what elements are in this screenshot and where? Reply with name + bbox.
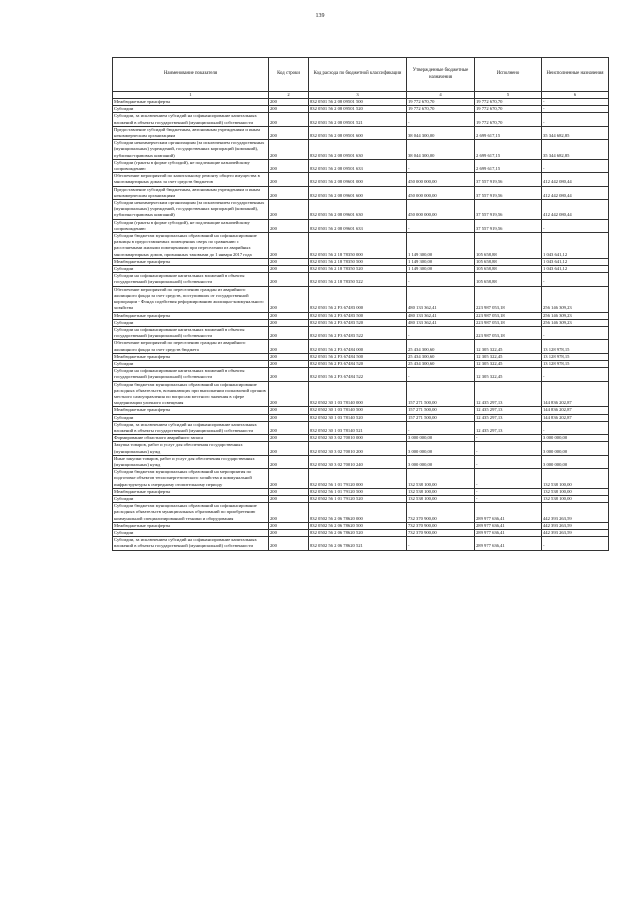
row-code: 200 xyxy=(269,159,309,172)
table-row xyxy=(113,266,609,273)
table-row xyxy=(113,219,609,232)
row-remaining: 13 128 978,15 xyxy=(542,340,609,353)
column-number: 5 xyxy=(475,92,542,99)
row-executed: 223 987 053,18 xyxy=(475,286,542,312)
row-name: Субсидии бюджетам муниципальных образований на мероприятия по подготовке объектов теплоэнергетического хозяйства и коммунальной инфраструктуры к очередному отопительному периоду xyxy=(113,469,269,489)
row-approved: - xyxy=(407,273,475,286)
row-code: 200 xyxy=(269,421,309,434)
row-code: 200 xyxy=(269,340,309,353)
column-number: 6 xyxy=(542,92,609,99)
row-approved: - xyxy=(407,326,475,339)
row-remaining: 1 043 641,12 xyxy=(542,258,609,265)
row-kbk: 832 0502 56 2 06 78620 500 xyxy=(309,522,407,529)
table-row xyxy=(113,368,609,381)
row-approved: 3 000 000,00 xyxy=(407,442,475,455)
table-row xyxy=(113,273,609,286)
row-name: Субсидии xyxy=(113,495,269,502)
row-kbk: 832 0501 56 2 08 09501 521 xyxy=(309,113,407,126)
row-executed: 12 435 297,13 xyxy=(475,414,542,421)
row-executed: 289 977 636,41 xyxy=(475,530,542,537)
row-code: 200 xyxy=(269,407,309,414)
row-approved: 450 000 000,00 xyxy=(407,173,475,186)
row-kbk: 832 0501 56 2 F3 67483 500 xyxy=(309,312,407,319)
row-kbk: 832 0502 56 2 06 78620 520 xyxy=(309,530,407,537)
row-code: 200 xyxy=(269,469,309,489)
row-kbk: 832 0501 56 2 08 09501 633 xyxy=(309,159,407,172)
row-name: Субсидии (гранты в форме субсидий), не подлежащие казначейскому сопровождению xyxy=(113,159,269,172)
row-code: 200 xyxy=(269,273,309,286)
table-row xyxy=(113,99,609,106)
row-approved: 157 271 500,00 xyxy=(407,407,475,414)
row-name: Субсидии бюджетам муниципальных образований на софинансирование расходных обязательств муниципальных образований по приобретению коммунальной специализированной техники и оборудования xyxy=(113,503,269,523)
row-name: Субсидии xyxy=(113,106,269,113)
column-header-name: Наименование показателя xyxy=(113,58,269,92)
row-remaining: 13 128 978,15 xyxy=(542,353,609,360)
row-remaining: 256 146 309,23 xyxy=(542,319,609,326)
row-remaining: 132 538 100,00 xyxy=(542,469,609,489)
column-number-row xyxy=(113,92,609,99)
row-executed: - xyxy=(475,455,542,468)
table-row xyxy=(113,340,609,353)
row-kbk: 832 0501 56 2 F3 67484 520 xyxy=(309,360,407,367)
column-header-code: Код строки xyxy=(269,58,309,92)
table-row xyxy=(113,319,609,326)
row-code: 200 xyxy=(269,522,309,529)
row-approved: - xyxy=(407,537,475,550)
row-code: 200 xyxy=(269,368,309,381)
row-code: 200 xyxy=(269,186,309,199)
row-kbk: 832 0501 56 2 08 09601 000 xyxy=(309,173,407,186)
table-row xyxy=(113,233,609,259)
row-code: 200 xyxy=(269,319,309,326)
row-name: Межбюджетные трансферты xyxy=(113,258,269,265)
row-code: 200 xyxy=(269,173,309,186)
row-kbk: 832 0502 30 1 03 78140 500 xyxy=(309,407,407,414)
row-approved: 132 538 100,00 xyxy=(407,495,475,502)
row-executed: - xyxy=(475,469,542,489)
table-row xyxy=(113,113,609,126)
row-kbk: 832 0501 56 2 08 09501 630 xyxy=(309,140,407,160)
row-executed: 289 977 636,41 xyxy=(475,522,542,529)
row-code: 200 xyxy=(269,537,309,550)
table-header-row xyxy=(113,58,609,92)
row-executed: - xyxy=(475,442,542,455)
row-executed: 19 772 670,70 xyxy=(475,106,542,113)
row-remaining: 256 146 309,23 xyxy=(542,286,609,312)
row-kbk: 832 0502 56 1 01 79120 000 xyxy=(309,469,407,489)
row-approved: 157 271 500,00 xyxy=(407,414,475,421)
row-executed: - xyxy=(475,488,542,495)
row-remaining: 132 538 100,00 xyxy=(542,488,609,495)
row-remaining: 35 344 682,85 xyxy=(542,126,609,139)
table-row xyxy=(113,435,609,442)
table-row xyxy=(113,455,609,468)
page-number: 139 xyxy=(315,13,325,19)
row-remaining: 442 393 263,59 xyxy=(542,522,609,529)
row-approved: 132 538 100,00 xyxy=(407,488,475,495)
row-approved: 132 538 100,00 xyxy=(407,469,475,489)
row-executed: 105 658,88 xyxy=(475,266,542,273)
row-code: 200 xyxy=(269,219,309,232)
row-approved: 480 133 362,41 xyxy=(407,286,475,312)
table-row xyxy=(113,200,609,220)
column-header-remaining: Неисполненные назначения xyxy=(542,58,609,92)
row-code: 200 xyxy=(269,113,309,126)
row-executed: 105 658,88 xyxy=(475,258,542,265)
row-code: 200 xyxy=(269,360,309,367)
row-remaining: - xyxy=(542,326,609,339)
row-kbk: 832 0502 30 3 02 70010 240 xyxy=(309,455,407,468)
row-executed: 12 305 322,45 xyxy=(475,353,542,360)
row-remaining: - xyxy=(542,273,609,286)
row-code: 200 xyxy=(269,353,309,360)
table-row xyxy=(113,530,609,537)
row-name: Субсидии xyxy=(113,414,269,421)
row-approved: 157 271 500,00 xyxy=(407,381,475,407)
table-row xyxy=(113,495,609,502)
table-row xyxy=(113,414,609,421)
row-executed: 105 658,88 xyxy=(475,273,542,286)
column-number: 3 xyxy=(309,92,407,99)
table-row xyxy=(113,312,609,319)
row-name: Субсидии некоммерческим организациям (за исключением государственных (муниципальных) учреждений, государственных корпораций (компаний), публично-правовых компаний) xyxy=(113,200,269,220)
row-approved: 732 370 900,00 xyxy=(407,530,475,537)
row-name: Субсидии на софинансирование капитальных вложений в объекты государственной (муниципальной) собственности xyxy=(113,368,269,381)
row-name: Предоставление субсидий бюджетным, автономным учреждениям и иным некоммерческим организациям xyxy=(113,186,269,199)
column-number: 2 xyxy=(269,92,309,99)
row-name: Межбюджетные трансферты xyxy=(113,522,269,529)
table-row xyxy=(113,522,609,529)
row-remaining: 144 836 202,87 xyxy=(542,414,609,421)
row-name: Закупка товаров, работ и услуг для обеспечения государственных (муниципальных) нужд xyxy=(113,442,269,455)
row-executed: 12 435 297,13 xyxy=(475,407,542,414)
row-kbk: 832 0502 30 1 03 78140 521 xyxy=(309,421,407,434)
row-kbk: 832 0502 30 1 03 78140 000 xyxy=(309,381,407,407)
row-kbk: 832 0502 56 1 01 79120 520 xyxy=(309,495,407,502)
row-kbk: 832 0501 56 2 08 09601 633 xyxy=(309,219,407,232)
row-executed: 2 699 617,15 xyxy=(475,140,542,160)
row-approved: 3 000 000,00 xyxy=(407,455,475,468)
budget-execution-table xyxy=(112,57,609,551)
row-kbk: 832 0501 56 2 F3 67484 522 xyxy=(309,368,407,381)
row-code: 200 xyxy=(269,266,309,273)
row-name: Субсидии (гранты в форме субсидий), не подлежащие казначейскому сопровождению xyxy=(113,219,269,232)
row-executed: 2 699 617,15 xyxy=(475,159,542,172)
row-kbk: 832 0501 56 2 F3 67483 000 xyxy=(309,286,407,312)
row-name: Обеспечение мероприятий по переселению граждан из аварийного жилищного фонда за счет средств, поступивших от государственной корпорации - Фонда содействия реформированию жилищно-коммунального хозяйства xyxy=(113,286,269,312)
table-row xyxy=(113,469,609,489)
row-executed: 223 987 053,18 xyxy=(475,319,542,326)
table-row xyxy=(113,126,609,139)
row-approved: 3 000 000,00 xyxy=(407,435,475,442)
row-code: 200 xyxy=(269,312,309,319)
table-row xyxy=(113,140,609,160)
row-remaining: 442 393 263,59 xyxy=(542,503,609,523)
row-code: 200 xyxy=(269,503,309,523)
row-remaining: - xyxy=(542,159,609,172)
row-remaining: 3 000 000,00 xyxy=(542,455,609,468)
row-approved: 38 044 300,00 xyxy=(407,126,475,139)
table-row xyxy=(113,537,609,550)
row-executed: - xyxy=(475,435,542,442)
table-row xyxy=(113,488,609,495)
row-name: Субсидии, за исключением субсидий на софинансирование капитальных вложений в объекты государственной (муниципальной) собственности xyxy=(113,113,269,126)
row-kbk: 832 0502 56 1 01 79120 500 xyxy=(309,488,407,495)
row-kbk: 832 0501 56 2 08 09501 500 xyxy=(309,99,407,106)
row-remaining: - xyxy=(542,99,609,106)
row-name: Иные закупки товаров, работ и услуг для обеспечения государственных (муниципальных) нужд xyxy=(113,455,269,468)
row-remaining: 412 442 080,44 xyxy=(542,186,609,199)
row-executed: 12 305 322,45 xyxy=(475,368,542,381)
row-code: 200 xyxy=(269,455,309,468)
column-header-kbk: Код расхода по бюджетной классификации xyxy=(309,58,407,92)
row-kbk: 832 0501 56 2 F3 67484 000 xyxy=(309,340,407,353)
row-code: 200 xyxy=(269,106,309,113)
row-code: 200 xyxy=(269,258,309,265)
row-code: 200 xyxy=(269,200,309,220)
row-name: Субсидии xyxy=(113,319,269,326)
row-remaining: 144 836 202,87 xyxy=(542,381,609,407)
column-number: 1 xyxy=(113,92,269,99)
row-executed: 2 699 617,15 xyxy=(475,126,542,139)
row-executed: 12 435 297,13 xyxy=(475,381,542,407)
row-kbk: 832 0502 30 3 02 70010 000 xyxy=(309,435,407,442)
row-executed: - xyxy=(475,495,542,502)
table-row xyxy=(113,326,609,339)
row-code: 200 xyxy=(269,326,309,339)
row-executed: 37 557 919,56 xyxy=(475,186,542,199)
row-name: Межбюджетные трансферты xyxy=(113,488,269,495)
row-kbk: 832 0501 56 2 18 78350 500 xyxy=(309,258,407,265)
table-row xyxy=(113,353,609,360)
row-name: Межбюджетные трансферты xyxy=(113,312,269,319)
row-approved: - xyxy=(407,368,475,381)
row-executed: 12 305 322,45 xyxy=(475,340,542,353)
row-approved: 732 370 900,00 xyxy=(407,503,475,523)
row-executed: 289 977 636,41 xyxy=(475,537,542,550)
table-row xyxy=(113,286,609,312)
row-name: Межбюджетные трансферты xyxy=(113,353,269,360)
row-remaining: - xyxy=(542,113,609,126)
row-code: 200 xyxy=(269,381,309,407)
row-code: 200 xyxy=(269,126,309,139)
row-code: 200 xyxy=(269,495,309,502)
row-remaining: - xyxy=(542,219,609,232)
table-row xyxy=(113,381,609,407)
row-remaining: 442 393 263,59 xyxy=(542,530,609,537)
row-code: 200 xyxy=(269,286,309,312)
row-name: Субсидии бюджетам муниципальных образований на софинансирование расходных обязательств, возникающих при выполнении полномочий органов местного самоуправления по вопросам местного значения в сфере модернизации уличного освещения xyxy=(113,381,269,407)
row-kbk: 832 0502 30 1 03 78140 520 xyxy=(309,414,407,421)
row-remaining: - xyxy=(542,106,609,113)
row-approved: 25 434 300,60 xyxy=(407,340,475,353)
row-code: 200 xyxy=(269,414,309,421)
row-name: Формирование областного аварийного запаса xyxy=(113,435,269,442)
row-kbk: 832 0501 56 2 08 09501 520 xyxy=(309,106,407,113)
row-kbk: 832 0501 56 2 08 09601 630 xyxy=(309,200,407,220)
row-approved: 480 133 362,41 xyxy=(407,312,475,319)
table-row xyxy=(113,360,609,367)
row-executed: 19 772 670,70 xyxy=(475,99,542,106)
row-name: Предоставление субсидий бюджетным, автономным учреждениям и иным некоммерческим организациям xyxy=(113,126,269,139)
table-row xyxy=(113,159,609,172)
table-row xyxy=(113,421,609,434)
row-remaining: - xyxy=(542,368,609,381)
row-code: 200 xyxy=(269,442,309,455)
row-approved: 1 149 300,00 xyxy=(407,266,475,273)
row-remaining: 412 442 080,44 xyxy=(542,200,609,220)
table-row xyxy=(113,503,609,523)
row-remaining: - xyxy=(542,537,609,550)
row-remaining: 3 000 000,00 xyxy=(542,435,609,442)
row-name: Субсидии xyxy=(113,360,269,367)
row-code: 200 xyxy=(269,99,309,106)
table-row xyxy=(113,407,609,414)
table-row xyxy=(113,173,609,186)
row-name: Субсидии, за исключением субсидий на софинансирование капитальных вложений в объекты государственной (муниципальной) собственности xyxy=(113,421,269,434)
row-code: 200 xyxy=(269,233,309,259)
row-name: Субсидии на софинансирование капитальных вложений в объекты государственной (муниципальной) собственности xyxy=(113,326,269,339)
row-remaining: - xyxy=(542,421,609,434)
row-name: Межбюджетные трансферты xyxy=(113,407,269,414)
row-executed: 12 305 322,45 xyxy=(475,360,542,367)
row-remaining: 144 836 202,87 xyxy=(542,407,609,414)
column-number: 4 xyxy=(407,92,475,99)
row-name: Субсидии, за исключением субсидий на софинансирование капитальных вложений в объекты государственной (муниципальной) собственности xyxy=(113,537,269,550)
row-name: Субсидии некоммерческим организациям (за исключением государственных (муниципальных) учреждений, государственных корпораций (компаний), публично-правовых компаний) xyxy=(113,140,269,160)
row-executed: 223 987 053,18 xyxy=(475,312,542,319)
row-executed: 289 977 636,41 xyxy=(475,503,542,523)
row-code: 200 xyxy=(269,435,309,442)
row-remaining: 412 442 080,44 xyxy=(542,173,609,186)
row-executed: 37 557 919,56 xyxy=(475,173,542,186)
row-approved: 25 434 300,60 xyxy=(407,360,475,367)
row-executed: 223 987 053,18 xyxy=(475,326,542,339)
row-executed: 12 435 297,13 xyxy=(475,421,542,434)
row-kbk: 832 0501 56 2 F3 67484 500 xyxy=(309,353,407,360)
table-row xyxy=(113,186,609,199)
row-kbk: 832 0502 30 3 02 70010 200 xyxy=(309,442,407,455)
row-kbk: 832 0501 56 2 18 78350 000 xyxy=(309,233,407,259)
row-kbk: 832 0502 56 2 06 78620 521 xyxy=(309,537,407,550)
row-executed: 37 557 919,56 xyxy=(475,219,542,232)
row-approved: - xyxy=(407,421,475,434)
row-kbk: 832 0502 56 2 06 78620 000 xyxy=(309,503,407,523)
row-executed: 105 658,88 xyxy=(475,233,542,259)
table-row xyxy=(113,106,609,113)
row-kbk: 832 0501 56 2 F3 67483 522 xyxy=(309,326,407,339)
row-approved: 732 370 900,00 xyxy=(407,522,475,529)
row-executed: 19 772 670,70 xyxy=(475,113,542,126)
row-code: 200 xyxy=(269,140,309,160)
row-remaining: 35 344 682,85 xyxy=(542,140,609,160)
row-name: Обеспечение мероприятий по переселению граждан из аварийного жилищного фонда за счет средств бюджета xyxy=(113,340,269,353)
row-remaining: 256 146 309,23 xyxy=(542,312,609,319)
table-row xyxy=(113,258,609,265)
row-kbk: 832 0501 56 2 08 09601 600 xyxy=(309,186,407,199)
row-name: Обеспечение мероприятий по капитальному ремонту общего имущества в многоквартирных домах за счет средств бюджетов xyxy=(113,173,269,186)
table-row xyxy=(113,442,609,455)
column-header-executed: Исполнено xyxy=(475,58,542,92)
row-approved: - xyxy=(407,219,475,232)
row-approved: 480 133 362,41 xyxy=(407,319,475,326)
row-remaining: 1 043 641,12 xyxy=(542,233,609,259)
row-approved: - xyxy=(407,113,475,126)
row-name: Субсидии на софинансирование капитальных вложений в объекты государственной (муниципальной) собственности xyxy=(113,273,269,286)
row-code: 200 xyxy=(269,488,309,495)
row-name: Субсидии xyxy=(113,530,269,537)
row-approved: 25 434 300,60 xyxy=(407,353,475,360)
row-approved: 19 772 670,70 xyxy=(407,106,475,113)
row-name: Субсидии бюджетам муниципальных образований на софинансирование разницы в предоставляемых помещениях сверх по сравнению с расселяемыми жилыми помещениями при переселении из аварийных многоквартирных домов, признанных таковыми до 1 января 2017 года xyxy=(113,233,269,259)
row-code: 200 xyxy=(269,530,309,537)
row-kbk: 832 0501 56 2 08 09501 600 xyxy=(309,126,407,139)
row-kbk: 832 0501 56 2 F3 67483 520 xyxy=(309,319,407,326)
column-header-approved: Утвержденные бюджетные назначения xyxy=(407,58,475,92)
row-approved: 1 149 300,00 xyxy=(407,258,475,265)
row-remaining: 3 000 000,00 xyxy=(542,442,609,455)
row-kbk: 832 0501 56 2 18 78350 522 xyxy=(309,273,407,286)
row-remaining: 1 043 641,12 xyxy=(542,266,609,273)
row-approved: 450 000 000,00 xyxy=(407,186,475,199)
row-approved: - xyxy=(407,159,475,172)
row-name: Субсидии xyxy=(113,266,269,273)
row-executed: 37 557 919,56 xyxy=(475,200,542,220)
row-approved: 450 000 000,00 xyxy=(407,200,475,220)
row-approved: 1 149 300,00 xyxy=(407,233,475,259)
row-remaining: 13 128 978,15 xyxy=(542,360,609,367)
row-name: Межбюджетные трансферты xyxy=(113,99,269,106)
row-approved: 19 772 670,70 xyxy=(407,99,475,106)
row-remaining: 132 538 100,00 xyxy=(542,495,609,502)
row-kbk: 832 0501 56 2 18 78350 520 xyxy=(309,266,407,273)
row-approved: 38 044 300,00 xyxy=(407,140,475,160)
